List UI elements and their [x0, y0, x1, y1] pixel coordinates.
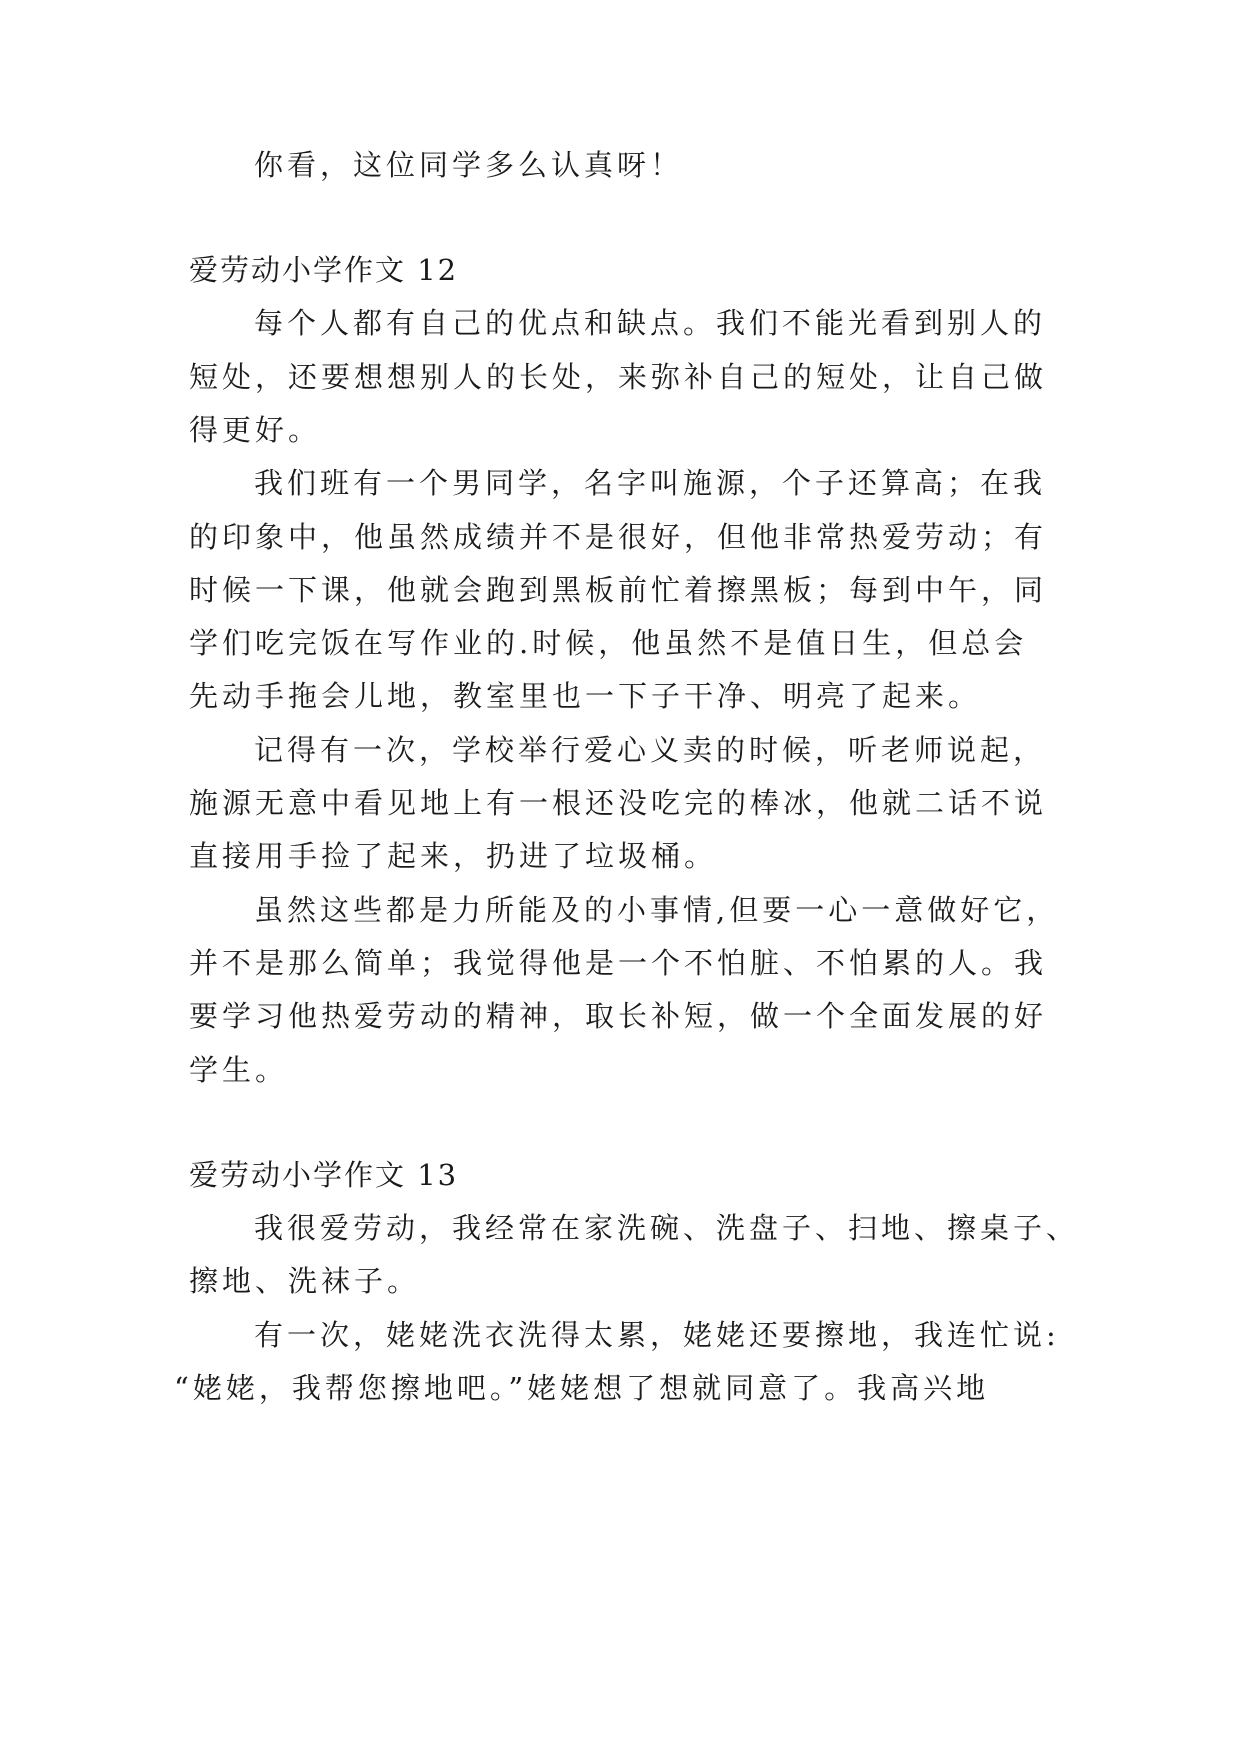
paragraph-line: “姥姥，我帮您擦地吧。”姥姥想了想就同意了。我高兴地 [174, 1371, 990, 1405]
paragraph-line: 的印象中，他虽然成绩并不是很好，但他非常热爱劳动；有 [189, 520, 1048, 554]
paragraph-line: 短处，还要想想别人的长处，来弥补自己的短处，让自己做 [189, 360, 1048, 394]
paragraph-line: 学生。 [189, 1053, 289, 1087]
paragraph-line: 我很爱劳动，我经常在家洗碗、洗盘子、扫地、擦桌子、 [254, 1211, 1080, 1245]
paragraph-line: 施源无意中看见地上有一根还没吃完的棒冰，他就二话不说 [189, 786, 1048, 820]
paragraph-line: 并不是那么简单；我觉得他是一个不怕脏、不怕累的人。我 [189, 946, 1048, 980]
paragraph-line: 虽然这些都是力所能及的小事情,但要一心一意做好它， [254, 893, 1060, 927]
paragraph-line: 得更好。 [189, 413, 322, 447]
paragraph-line: 有一次，姥姥洗衣洗得太累，姥姥还要擦地，我连忙说: [254, 1318, 1060, 1352]
paragraph-line: 要学习他热爱劳动的精神，取长补短，做一个全面发展的好 [189, 999, 1048, 1033]
section-heading-13: 爱劳动小学作文 13 [189, 1158, 459, 1192]
paragraph-line: 擦地、洗袜子。 [189, 1264, 421, 1298]
paragraph-line: 你看，这位同学多么认真呀！ [254, 148, 684, 182]
section-heading-12: 爱劳动小学作文 12 [189, 253, 459, 287]
paragraph-line: 学们吃完饭在写作业的.时候，他虽然不是值日生，但总会 [189, 626, 1028, 660]
paragraph-line: 时候一下课，他就会跑到黑板前忙着擦黑板；每到中午，同 [189, 573, 1048, 607]
paragraph-line: 每个人都有自己的优点和缺点。我们不能光看到别人的 [254, 306, 1047, 340]
paragraph-line: 先动手拖会儿地，教室里也一下子干净、明亮了起来。 [189, 679, 982, 713]
paragraph-line: 记得有一次，学校举行爱心义卖的时候，听老师说起， [254, 733, 1047, 767]
paragraph-line: 直接用手捡了起来，扔进了垃圾桶。 [189, 839, 718, 873]
paragraph-line: 我们班有一个男同学，名字叫施源，个子还算高；在我 [254, 466, 1047, 500]
